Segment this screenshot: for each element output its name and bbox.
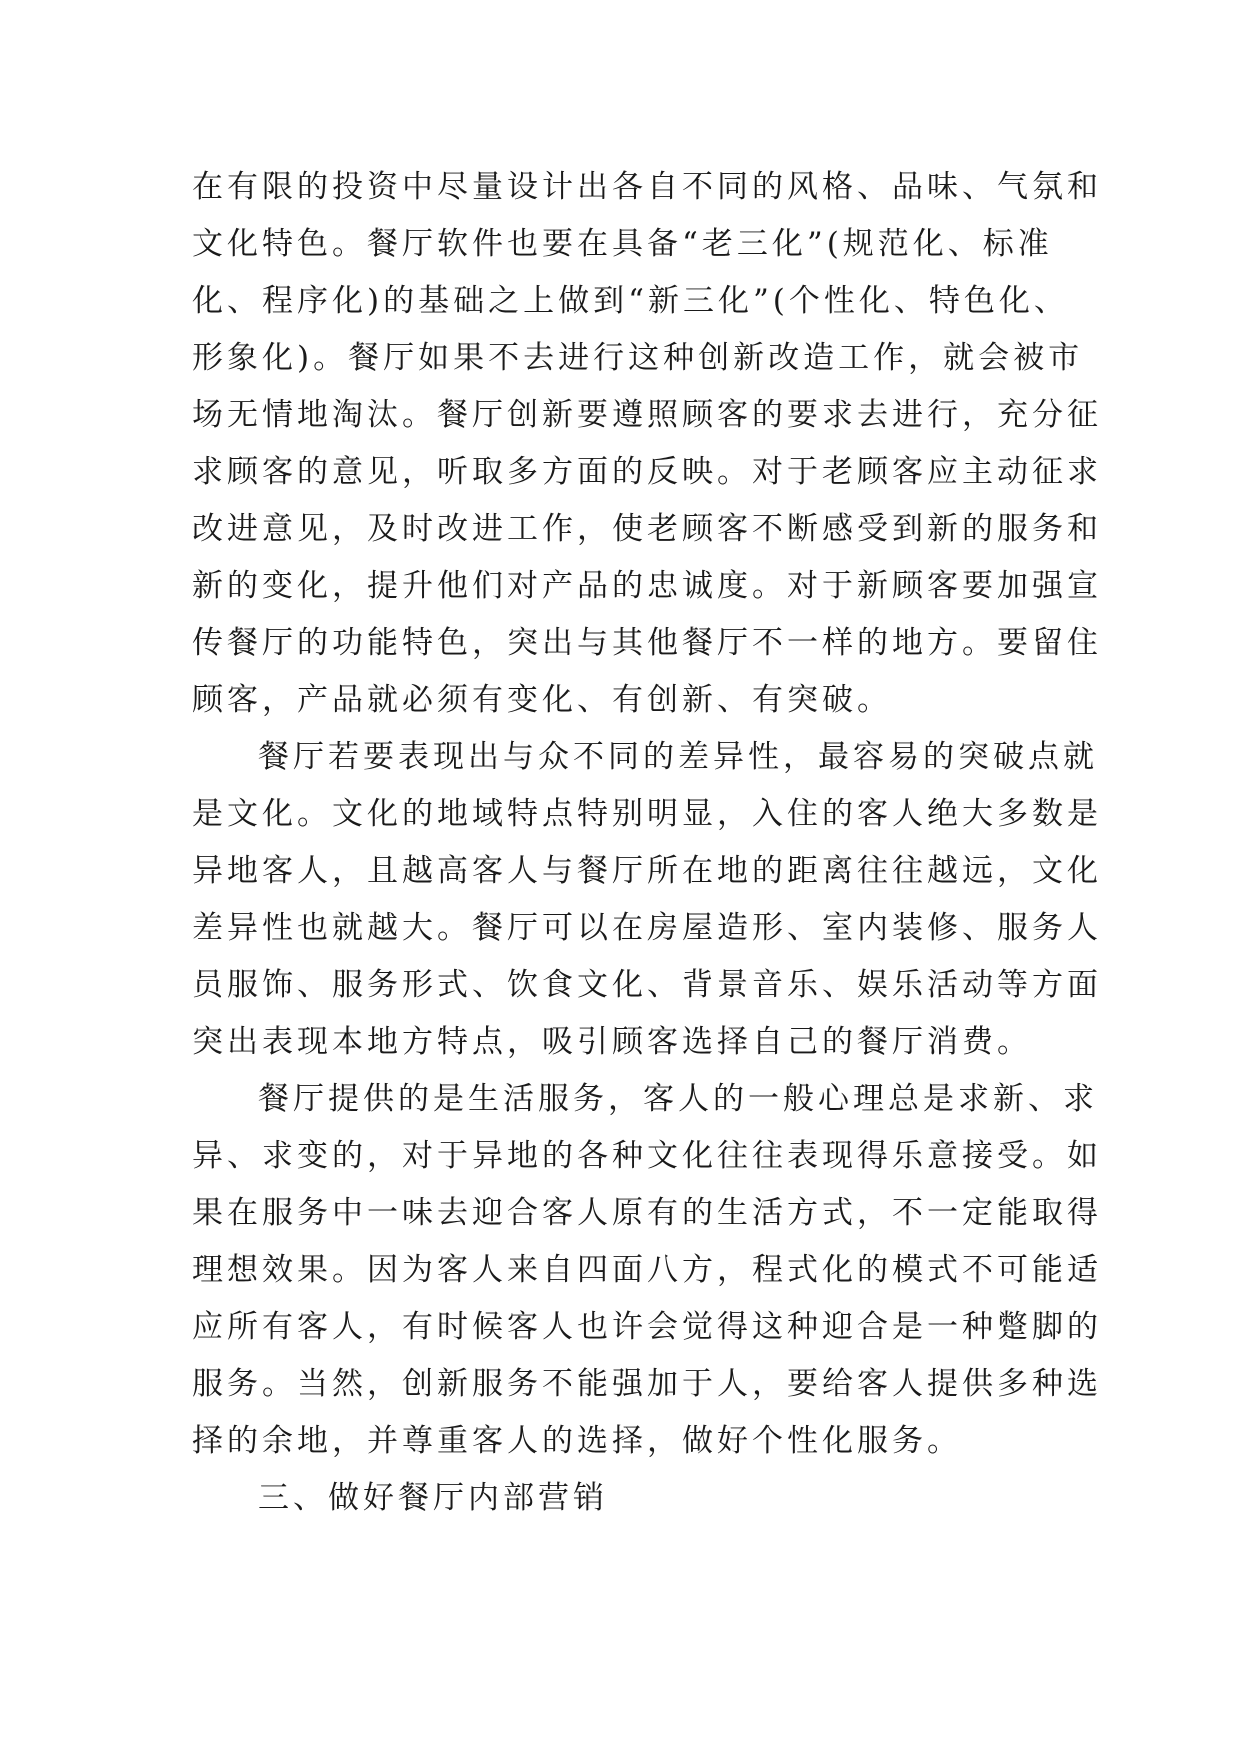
text-line: 服务。当然，创新服务不能强加于人，要给客人提供多种选 [192, 1366, 1102, 1402]
text-line: 求顾客的意见，听取多方面的反映。对于老顾客应主动征求 [192, 454, 1102, 490]
text-line: 形象化)。餐厅如果不去进行这种创新改造工作，就会被市 [192, 340, 1084, 376]
text-line: 顾客，产品就必须有变化、有创新、有突破。 [192, 682, 892, 718]
text-line: 在有限的投资中尽量设计出各自不同的风格、品味、气氛和 [192, 169, 1102, 205]
text-line: 是文化。文化的地域特点特别明显，入住的客人绝大多数是 [192, 796, 1102, 832]
body-text [192, 159, 1102, 1527]
text-line: 理想效果。因为客人来自四面八方，程式化的模式不可能适 [192, 1252, 1102, 1288]
text-line: 员服饰、服务形式、饮食文化、背景音乐、娱乐活动等方面 [192, 967, 1102, 1003]
text-line: 传餐厅的功能特色，突出与其他餐厅不一样的地方。要留住 [192, 625, 1102, 661]
text-line: 果在服务中一味去迎合客人原有的生活方式，不一定能取得 [192, 1195, 1102, 1231]
text-line: 化、程序化)的基础之上做到“新三化”(个性化、特色化、 [192, 283, 1069, 319]
text-line: 改进意见，及时改进工作，使老顾客不断感受到新的服务和 [192, 511, 1102, 547]
text-line: 突出表现本地方特点，吸引顾客选择自己的餐厅消费。 [192, 1024, 1032, 1060]
text-line: 文化特色。餐厅软件也要在具备“老三化”(规范化、标准 [192, 226, 1053, 262]
text-line: 异地客人，且越高客人与餐厅所在地的距离往往越远，文化 [192, 853, 1102, 889]
paragraph-start-line: 餐厅若要表现出与众不同的差异性，最容易的突破点就 [258, 739, 1098, 775]
text-line: 差异性也就越大。餐厅可以在房屋造形、室内装修、服务人 [192, 910, 1102, 946]
text-line: 择的余地，并尊重客人的选择，做好个性化服务。 [192, 1423, 962, 1459]
text-line: 场无情地淘汰。餐厅创新要遵照顾客的要求去进行，充分征 [192, 397, 1102, 433]
text-line: 新的变化，提升他们对产品的忠诚度。对于新顾客要加强宣 [192, 568, 1102, 604]
paragraph-start-line: 餐厅提供的是生活服务，客人的一般心理总是求新、求 [258, 1081, 1098, 1117]
section-heading: 三、做好餐厅内部营销 [258, 1480, 608, 1516]
text-line: 应所有客人，有时候客人也许会觉得这种迎合是一种蹩脚的 [192, 1309, 1102, 1345]
text-line: 异、求变的，对于异地的各种文化往往表现得乐意接受。如 [192, 1138, 1102, 1174]
